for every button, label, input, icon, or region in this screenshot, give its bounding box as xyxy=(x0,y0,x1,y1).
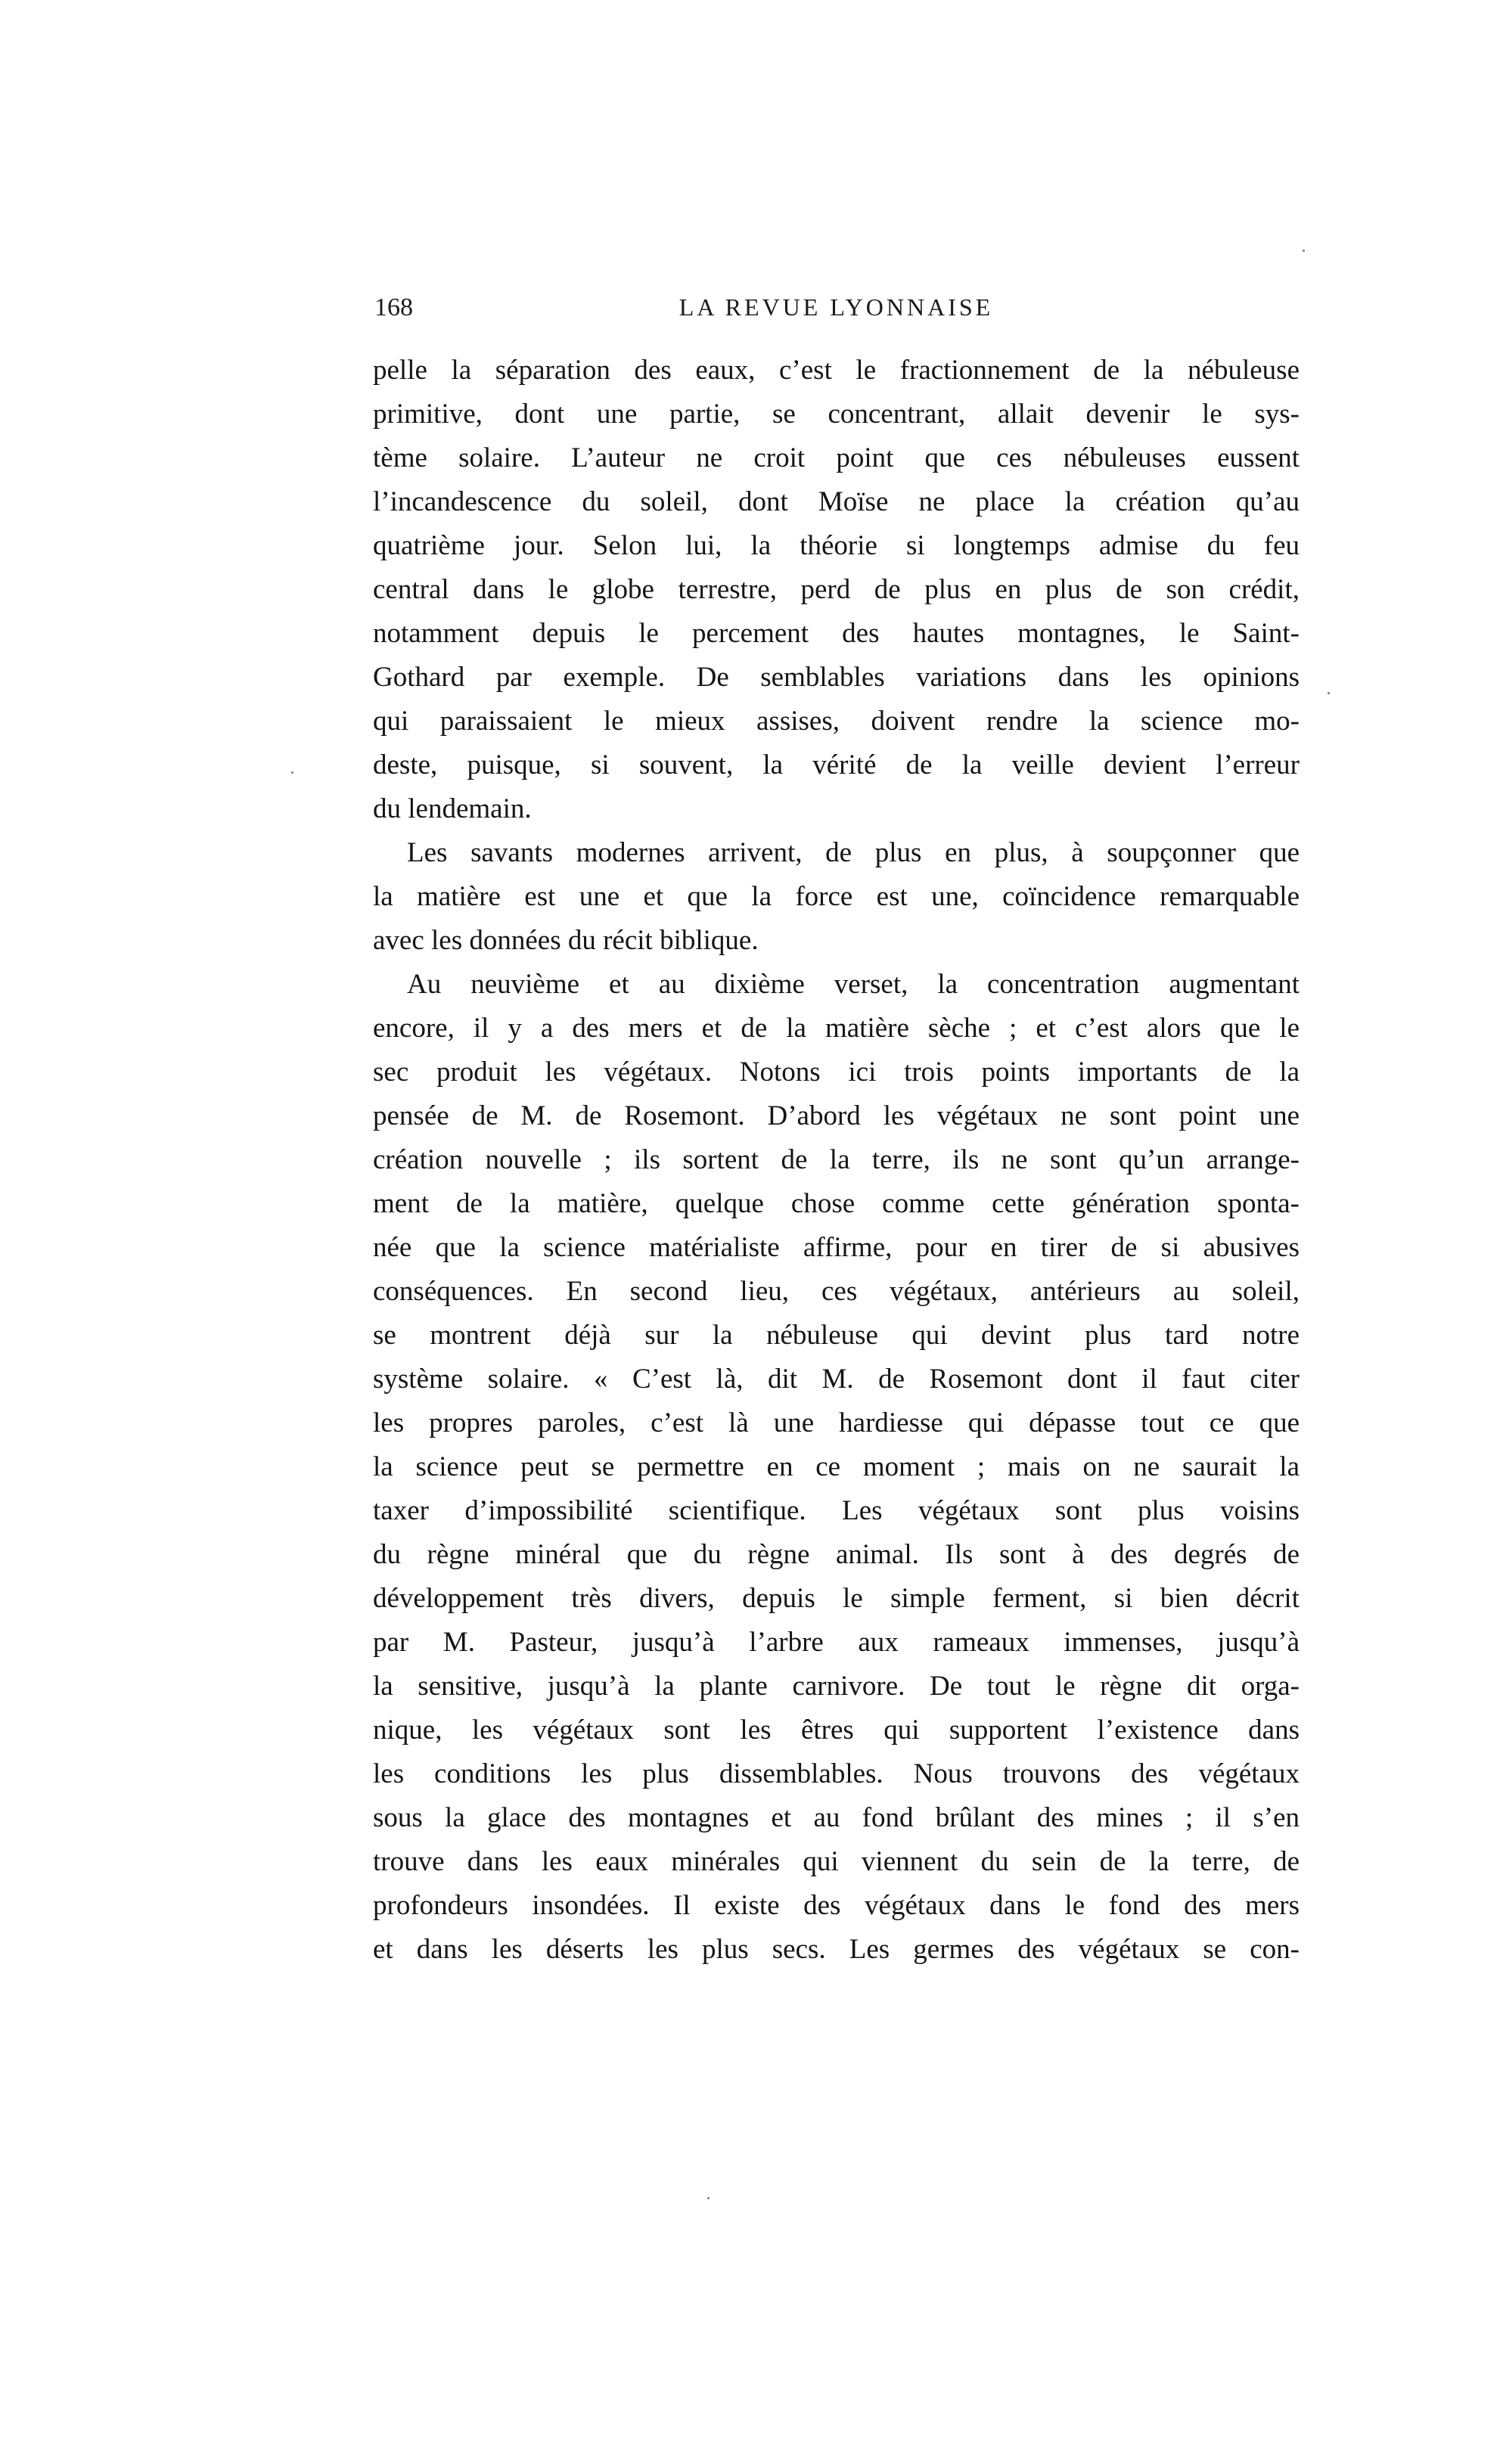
paragraph xyxy=(373,831,1300,963)
text-line: du règne minéral que du règne animal. Ils sont à des degrés de xyxy=(373,1539,1300,1570)
text-line: les conditions les plus dissemblables. Nous trouvons des végétaux xyxy=(373,1758,1300,1789)
text-line: la sensitive, jusqu’à la plante carnivore. De tout le règne dit orga- xyxy=(373,1671,1300,1702)
page-number: 168 xyxy=(374,293,413,321)
text-line: sous la glace des montagnes et au fond brûlant des mines ; il s’en xyxy=(373,1802,1300,1833)
text-line: sec produit les végétaux. Notons ici trois points importants de la xyxy=(373,1057,1300,1088)
text-line: trouve dans les eaux minérales qui viennent du sein de la terre, de xyxy=(373,1846,1300,1877)
text-line: Au neuvième et au dixième verset, la concentration augmentant xyxy=(407,969,1300,1000)
text-line: profondeurs insondées. Il existe des végétaux dans le fond des mers xyxy=(373,1890,1300,1921)
text-line: tème solaire. L’auteur ne croit point que ces nébuleuses eussent xyxy=(373,442,1300,473)
text-line: Les savants modernes arrivent, de plus en plus, à soupçonner que xyxy=(407,837,1300,868)
text-line: se montrent déjà sur la nébuleuse qui devint plus tard notre xyxy=(373,1320,1300,1351)
text-line: conséquences. En second lieu, ces végétaux, antérieurs au soleil, xyxy=(373,1276,1300,1307)
text-line: nique, les végétaux sont les êtres qui supportent l’existence dans xyxy=(373,1715,1300,1746)
text-line: primitive, dont une partie, se concentrant, allait devenir le sys- xyxy=(373,399,1300,430)
paper-speck xyxy=(1303,250,1305,252)
text-line: pelle la séparation des eaux, c’est le fractionnement de la nébuleuse xyxy=(373,355,1300,386)
page-header xyxy=(373,293,1300,331)
text-line: la science peut se permettre en ce moment ; mais on ne saurait la xyxy=(373,1451,1300,1482)
paragraph xyxy=(373,963,1300,1972)
text-line: les propres paroles, c’est là une hardiesse qui dépasse tout ce que xyxy=(373,1407,1300,1438)
paragraph xyxy=(373,349,1300,831)
text-line: central dans le globe terrestre, perd de plus en plus de son crédit, xyxy=(373,574,1300,605)
text-line: système solaire. « C’est là, dit M. de Rosemont dont il faut citer xyxy=(373,1364,1300,1395)
running-title: LA REVUE LYONNAISE xyxy=(679,293,994,321)
text-line: taxer d’impossibilité scientifique. Les végétaux sont plus voisins xyxy=(373,1495,1300,1526)
paper-speck xyxy=(1328,692,1330,694)
text-line: née que la science matérialiste affirme, pour en tirer de si abusives xyxy=(373,1232,1300,1263)
text-line: notamment depuis le percement des hautes montagnes, le Saint- xyxy=(373,618,1300,649)
text-line: avec les données du récit biblique. xyxy=(373,925,759,956)
text-line: pensée de M. de Rosemont. D’abord les végétaux ne sont point une xyxy=(373,1100,1300,1131)
paper-speck xyxy=(291,771,293,774)
paper-speck xyxy=(707,2197,710,2199)
text-line: quatrième jour. Selon lui, la théorie si longtemps admise du feu xyxy=(373,530,1300,561)
text-line: deste, puisque, si souvent, la vérité de la veille devient l’erreur xyxy=(373,749,1300,780)
text-line: par M. Pasteur, jusqu’à l’arbre aux rameaux immenses, jusqu’à xyxy=(373,1627,1300,1658)
text-line: qui paraissaient le mieux assises, doivent rendre la science mo- xyxy=(373,706,1300,737)
text-line: Gothard par exemple. De semblables variations dans les opinions xyxy=(373,662,1300,693)
text-line: l’incandescence du soleil, dont Moïse ne place la création qu’au xyxy=(373,486,1300,517)
text-line: du lendemain. xyxy=(373,793,532,824)
text-line: ment de la matière, quelque chose comme cette génération sponta- xyxy=(373,1188,1300,1219)
text-line: et dans les déserts les plus secs. Les germes des végétaux se con- xyxy=(373,1934,1300,1965)
text-line: développement très divers, depuis le simple ferment, si bien décrit xyxy=(373,1583,1300,1614)
text-line: encore, il y a des mers et de la matière sèche ; et c’est alors que le xyxy=(373,1013,1300,1044)
text-line: création nouvelle ; ils sortent de la terre, ils ne sont qu’un arrange- xyxy=(373,1144,1300,1175)
body-text xyxy=(373,349,1300,1972)
text-line: la matière est une et que la force est une, coïncidence remarquable xyxy=(373,881,1300,912)
